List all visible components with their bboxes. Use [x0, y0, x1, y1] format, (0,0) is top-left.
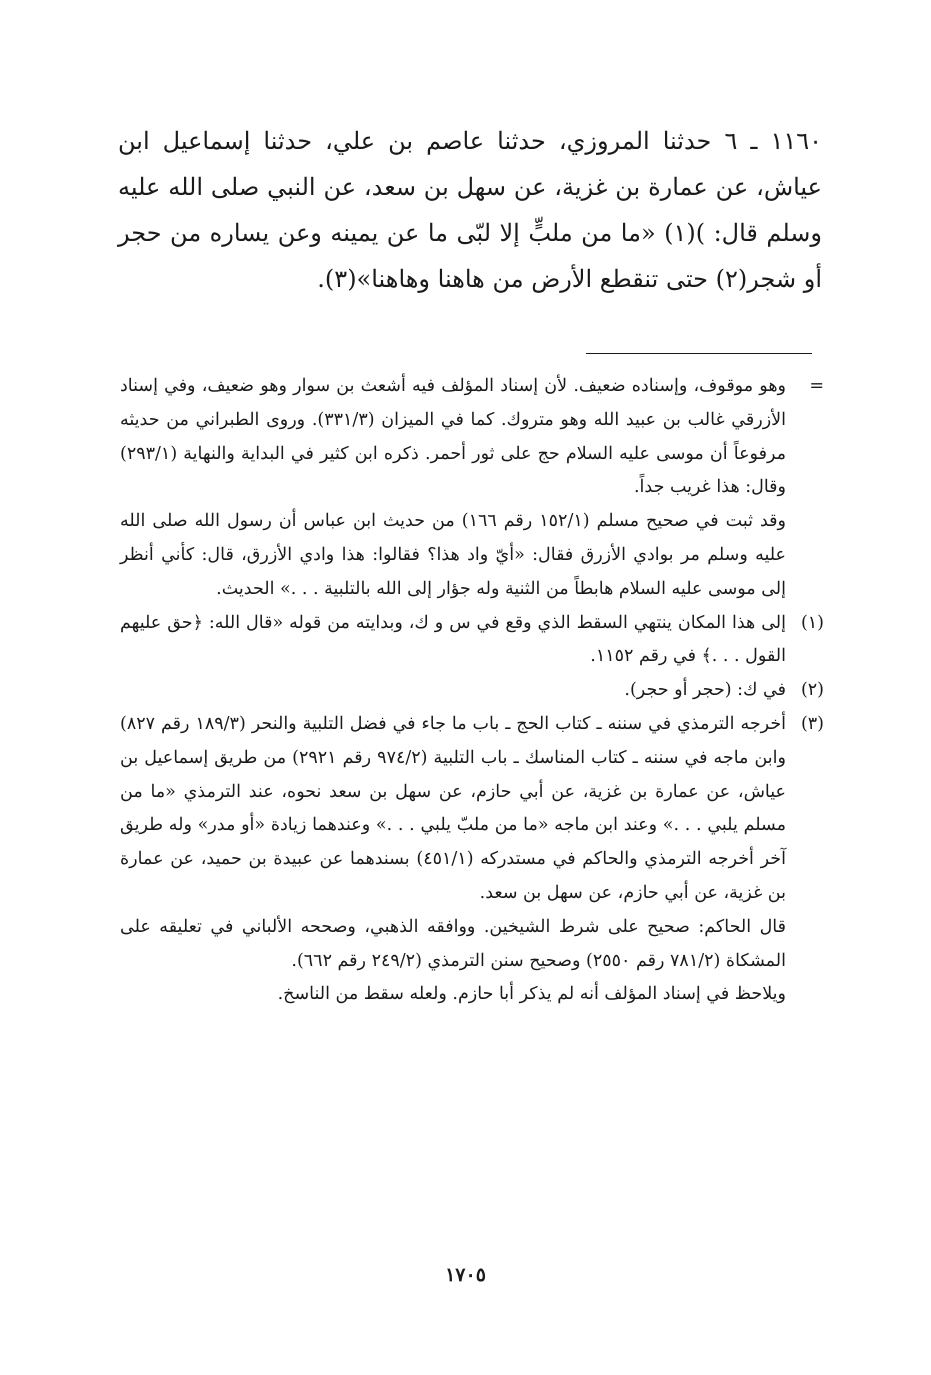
- footnote-1: [120, 607, 824, 675]
- footnote-separator: [586, 353, 812, 354]
- footnote-paragraph: وقد ثبت في صحيح مسلم (١٥٢/١ رقم ١٦٦) من حديث ابن عباس أن رسول الله صلى الله عليه وسلم مر بوادي الأزرق فقال: «أيّ واد هذا؟ فقالوا: هذا وادي الأزرق، قال: كأني أنظر إلى موسى عليه السلام هابطاً من الثنية وله جؤار إلى الله بالتلبية . . .» الحديث.: [120, 511, 787, 599]
- footnote-paragraph: ويلاحظ في إسناد المؤلف أنه لم يذكر أبا حازم. ولعله سقط من الناسخ.: [277, 984, 786, 1005]
- footnote-body: [120, 370, 786, 607]
- footnote-paragraph: إلى هذا المكان ينتهي السقط الذي وقع في س و ك، وبدايته من قوله «قال الله: ﴿حق عليهم القول . . .﴾ في رقم ١١٥٢.: [120, 612, 786, 667]
- footnote-body: [120, 674, 786, 708]
- footnote-2: [120, 674, 824, 708]
- footnote-paragraph: في ك: (حجر أو حجر).: [624, 680, 786, 701]
- page-number: ١٧٠٥: [445, 1264, 486, 1286]
- footnote-body: [120, 607, 786, 675]
- footnotes: [120, 370, 824, 1012]
- footnote-continuation: [120, 370, 824, 607]
- footnote-body: [120, 708, 786, 1012]
- footnote-3: [120, 708, 824, 1012]
- footnote-mark: (٣): [800, 713, 824, 734]
- hadith-text: [118, 118, 822, 302]
- footnote-mark: (٢): [800, 680, 824, 701]
- footnote-mark: =: [809, 376, 824, 396]
- footnote-paragraph: قال الحاكم: صحيح على شرط الشيخين. ووافقه الذهبي، وصححه الألباني في تعليقه على المشكاة (٧٨١/٢ رقم ٢٥٥٠) وصحيح سنن الترمذي (٢٤٩/٢ رقم ٦٦٢).: [120, 916, 786, 971]
- footnote-mark: (١): [800, 612, 824, 633]
- footnote-paragraph: أخرجه الترمذي في سننه ـ كتاب الحج ـ باب ما جاء في فضل التلبية والنحر (١٨٩/٣ رقم ٨٢٧) وابن ماجه في سننه ـ كتاب المناسك ـ باب التلبية (٩٧٤/٢ رقم ٢٩٢١) من طريق إسماعيل بن عياش، عن عمارة بن غزية، عن أبي حازم، عن سهل بن سعد نحوه، عند الترمذي «ما من مسلم يلبي . . .» وعند ابن ماجه «ما من ملبّ يلبي . . .» وعندهما زيادة «أو مدر» وله طريق آخر أخرجه الترمذي والحاكم في مستدركه (٤٥١/١) بسندهما عن عبيدة بن حميد، عن عمارة بن غزية، عن أبي حازم، عن سهل بن سعد.: [120, 713, 786, 903]
- hadith-paragraph: ١١٦٠ ـ ٦ حدثنا المروزي، حدثنا عاصم بن علي، حدثنا إسماعيل ابن عياش، عن عمارة بن غزية، عن سهل بن سعد، عن النبي صلى الله عليه وسلم قال: )(١) «ما من ملبٍّ إلا لبّى ما عن يمينه وعن يساره من حجر أو شجر(٢) حتى تنقطع الأرض من هاهنا وهاهنا»(٣).: [118, 127, 822, 293]
- footnote-paragraph: وهو موقوف، وإسناده ضعيف. لأن إسناد المؤلف فيه أشعث بن سوار وهو ضعيف، وفي إسناد الأزرقي غالب بن عبيد الله وهو متروك. كما في الميزان (٣٣١/٣). وروى الطبراني من حديثه مرفوعاً أن موسى عليه السلام حج على ثور أحمر. ذكره ابن كثير في البداية والنهاية (٢٩٣/١) وقال: هذا غريب جداً.: [120, 376, 786, 498]
